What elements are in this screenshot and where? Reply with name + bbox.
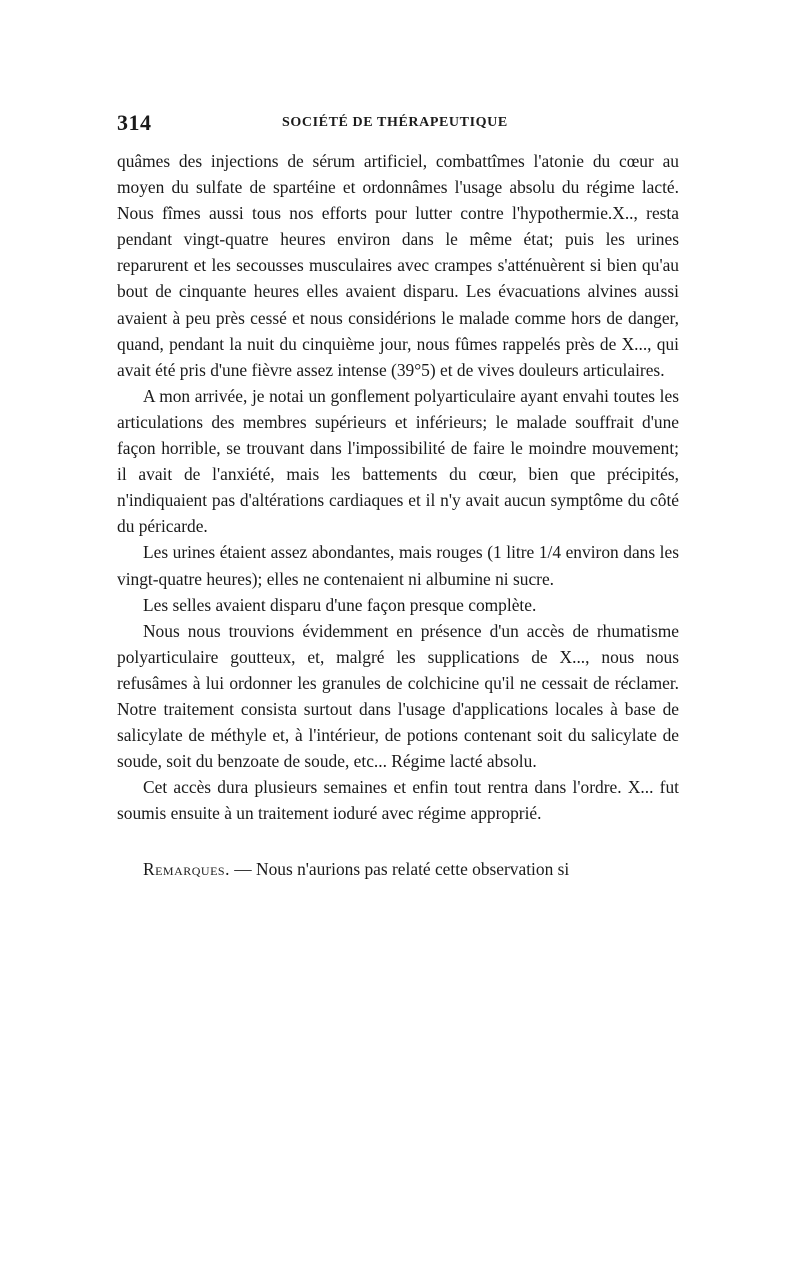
page-number: 314 [117,110,152,135]
paragraph-urines: Les urines étaient assez abondantes, mais rouges (1 litre 1/4 environ dans les vingt-quatre heures); elles ne contenaient ni albumine ni sucre. [117,542,679,589]
paragraph-outcome: Cet accès dura plusieurs semaines et enfin tout rentra dans l'ordre. X... fut soumis ensuite à un traitement ioduré avec régime approprié. [117,777,679,824]
body-text [117,148,679,883]
remarks-label: Remarques. [143,859,230,880]
paragraph-treatment: Nous nous trouvions évidemment en présence d'un accès de rhumatisme polyarticulaire goutteux, et, malgré les supplications de X..., nous nous refusâmes à lui ordonner les granules de colchicine qu'il ne cessait de réclamer. Notre traitement consista surtout dans l'usage d'applications locales à base de salicylate de méthyle et, à l'intérieur, de potions contenant soit du salicylate de soude, soit du benzoate de soude, etc... Régime lacté absolu. [117,620,679,772]
paragraph-arrival: A mon arrivée, je notai un gonflement polyarticulaire ayant envahi toutes les articulations des membres supérieurs et inférieurs; le malade souffrait d'une façon horrible, se trouvant dans l'impossibilité de faire le moindre mouvement; il avait de l'anxiété, mais les battements du cœur, bien que précipités, n'indiquaient pas d'altérations cardiaques et il n'y avait aucun symptôme du côté du péricarde. [117,385,679,537]
remarks-text: — Nous n'aurions pas relaté cette observation si [229,859,570,880]
paragraph-remarks [117,856,679,882]
book-page [117,110,679,883]
running-title: SOCIÉTÉ DE THÉRAPEUTIQUE [282,115,508,130]
running-head [117,110,679,140]
paragraph-selles: Les selles avaient disparu d'une façon presque complète. [143,594,537,615]
paragraph-continuation: quâmes des injections de sérum artificiel, combattîmes l'atonie du cœur au moyen du sulfate de spartéine et ordonnâmes l'usage absolu du régime lacté. Nous fîmes aussi tous nos efforts pour lutter contre l'hypothermie.X.., resta pendant vingt-quatre heures environ dans le même état; puis les urines reparurent et les secousses musculaires avec crampes s'atténuèrent si bien qu'au bout de cinquante heures elles avaient disparu. Les évacuations alvines aussi avaient à peu près cessé et nous considérions le malade comme hors de danger, quand, pendant la nuit du cinquième jour, nous fûmes rappelés près de X..., qui avait été pris d'une fièvre assez intense (39°5) et de vives douleurs articulaires. [117,151,679,380]
